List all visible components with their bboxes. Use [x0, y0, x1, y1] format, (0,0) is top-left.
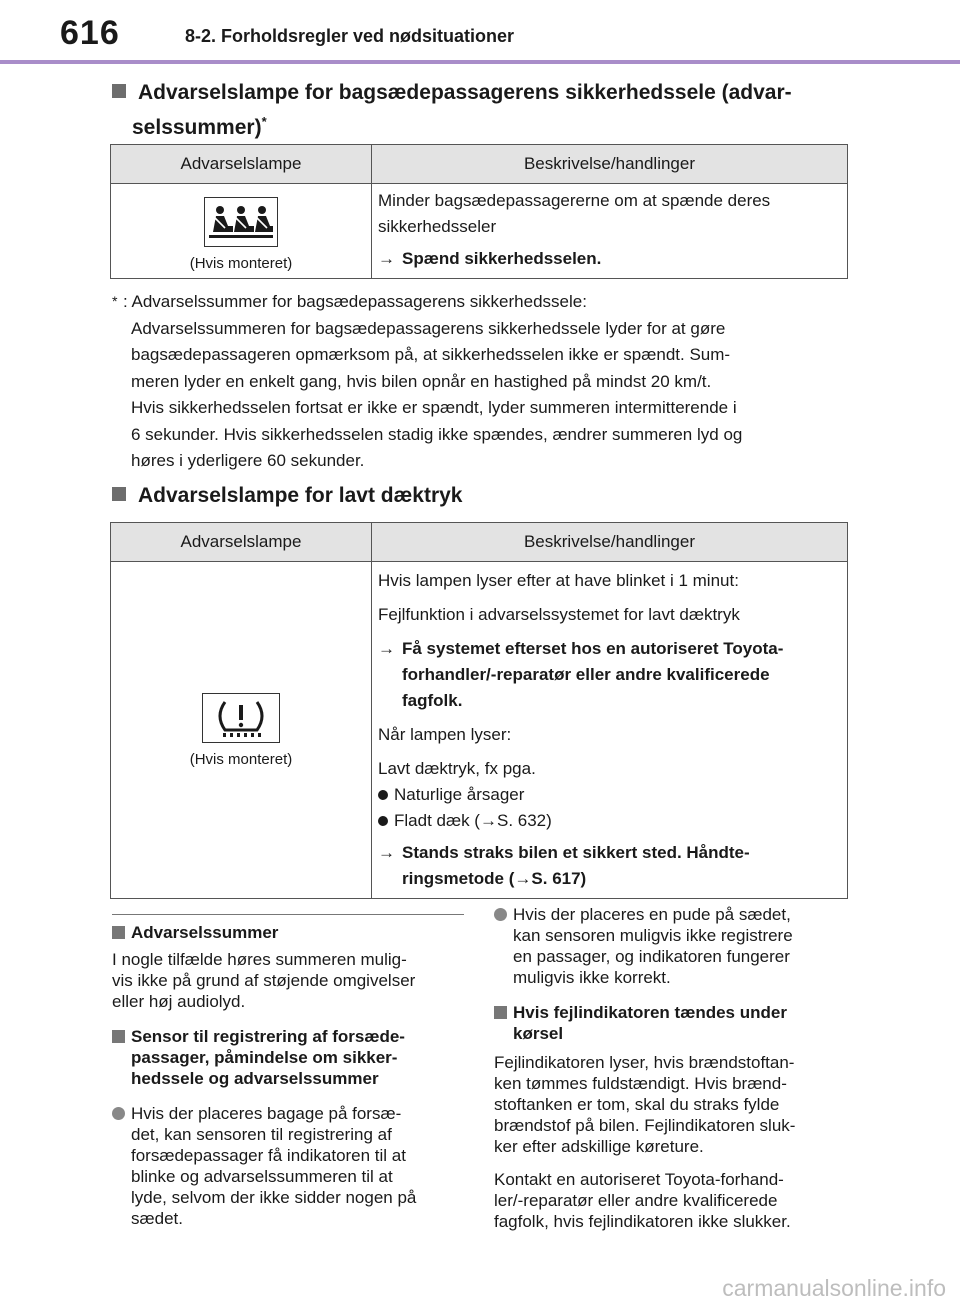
right-column — [494, 904, 850, 1242]
summer-text: I nogle tilfælde høres summeren mulig- vis ikke på grund af støjende omgivelser eller høj audiolyd. — [112, 950, 416, 1011]
seatbelt-warning-table — [110, 144, 848, 279]
page-number: 616 — [60, 14, 120, 52]
section-title-seatbelt: Advarselslampe for bagsædepassagerens sikkerhedssele (advar- selssummer)* — [112, 78, 842, 142]
arrow-icon: → — [514, 869, 532, 888]
subheading-square-icon — [112, 926, 125, 939]
tire-pressure-warning-table — [110, 522, 848, 899]
arrow-icon: → — [378, 639, 395, 658]
list-item: Hvis der placeres en pude på sædet, kan sensoren muligvis ikke registrere en passager, og indikatoren fungerer muligvis ikke korrekt. — [494, 904, 850, 988]
section-square-icon — [112, 84, 126, 98]
lamp-caption: (Hvis monteret) — [189, 750, 293, 768]
description-cell: Hvis lampen lyser efter at have blinket i 1 minut: Fejlfunktion i advarselssystemet for lavt dæktryk → Få systemet efterset hos en autoriseret Toyota- forhandler/-reparatør eller andre kvalificerede fagfolk. Når lampen lyser: Lavt dæktryk, fx pga. Naturlige årsager Fladt dæk (→S. 632) → Stands straks bilen et sikkert sted. Håndte- ringsmetode (→S. 617) — [372, 562, 848, 899]
lamp-cell — [111, 184, 372, 279]
contact-text: Kontakt en autoriseret Toyota-forhand- ler/-reparatør eller andre kvalificerede fagfolk, hvis fejlindikatoren ikke slukker. — [494, 1170, 791, 1231]
description-cell: Minder bagsædepassagererne om at spænde deres sikkerhedsseler → Spænd sikkerhedsselen. — [372, 184, 848, 279]
arrow-icon: → — [378, 249, 395, 268]
tire-pressure-warning-icon — [202, 693, 280, 743]
footnote: * : Advarselssummer for bagsædepassagerens sikkerhedssele: Advarselssummeren for bagsædepassagerens sikkerhedssele lyder for at gøre bagsædepassageren opmærksom på, at sikkerhedsselen ikke er spændt. Sum- meren lyder en enkelt gang, hvis bilen opnår en hastighed på mindst 20 km/t. Hvis sikkerhedsselen fortsat er ikke er spændt, lyder summeren intermitterende i 6 sekunder. Hvis sikkerhedsselen stadig ikke spændes, ændrer summeren lyd og høres i yderligere 60 sekunder. — [112, 292, 743, 470]
subheading-malfunction: Hvis fejlindikatoren tændes under kørsel — [494, 1002, 850, 1044]
lamp-cell — [111, 562, 372, 899]
bullet-icon — [378, 790, 388, 800]
rear-seatbelt-warning-icon — [204, 197, 278, 247]
arrow-icon: → — [378, 843, 395, 862]
subheading-square-icon — [112, 1030, 125, 1043]
left-column — [112, 922, 467, 1239]
header-rule — [0, 60, 960, 64]
section-title-tire-pressure: Advarselslampe for lavt dæktryk — [112, 481, 842, 510]
page-header — [0, 0, 960, 62]
list-item: Hvis der placeres bagage på forsæ- det, kan sensoren til registrering af forsædepassager få indikatoren til at blinke og advarselssummeren til at lyde, selvom der ikke sidder nogen på sædet. — [112, 1103, 467, 1229]
table-header-lamp: Advarselslampe — [111, 145, 372, 184]
bullet-circle-icon — [112, 1107, 125, 1120]
bullet-icon — [378, 816, 388, 826]
column-divider — [112, 914, 464, 915]
section-square-icon — [112, 487, 126, 501]
arrow-icon: → — [479, 811, 497, 830]
table-header-description: Beskrivelse/handlinger — [372, 145, 848, 184]
lamp-caption: (Hvis monteret) — [189, 254, 293, 272]
subheading-square-icon — [494, 1006, 507, 1019]
subheading-summer: Advarselssummer — [112, 922, 467, 943]
watermark: carmanualsonline.info — [722, 1275, 946, 1301]
bullet-circle-icon — [494, 908, 507, 921]
subheading-sensor: Sensor til registrering af forsæde- passager, påmindelse om sikker- hedssele og advarselssummer — [112, 1026, 467, 1089]
chapter-title: 8-2. Forholdsregler ved nødsituationer — [185, 26, 515, 46]
table-header-description: Beskrivelse/handlinger — [372, 523, 848, 562]
malfunction-text: Fejlindikatoren lyser, hvis brændstoftan- ken tømmes fuldstændigt. Hvis brænd- stoftanken er tom, skal du straks fylde brændstof på bilen. Fejlindikatoren sluk- ker efter adskillige køreture. — [494, 1053, 796, 1156]
table-header-lamp: Advarselslampe — [111, 523, 372, 562]
